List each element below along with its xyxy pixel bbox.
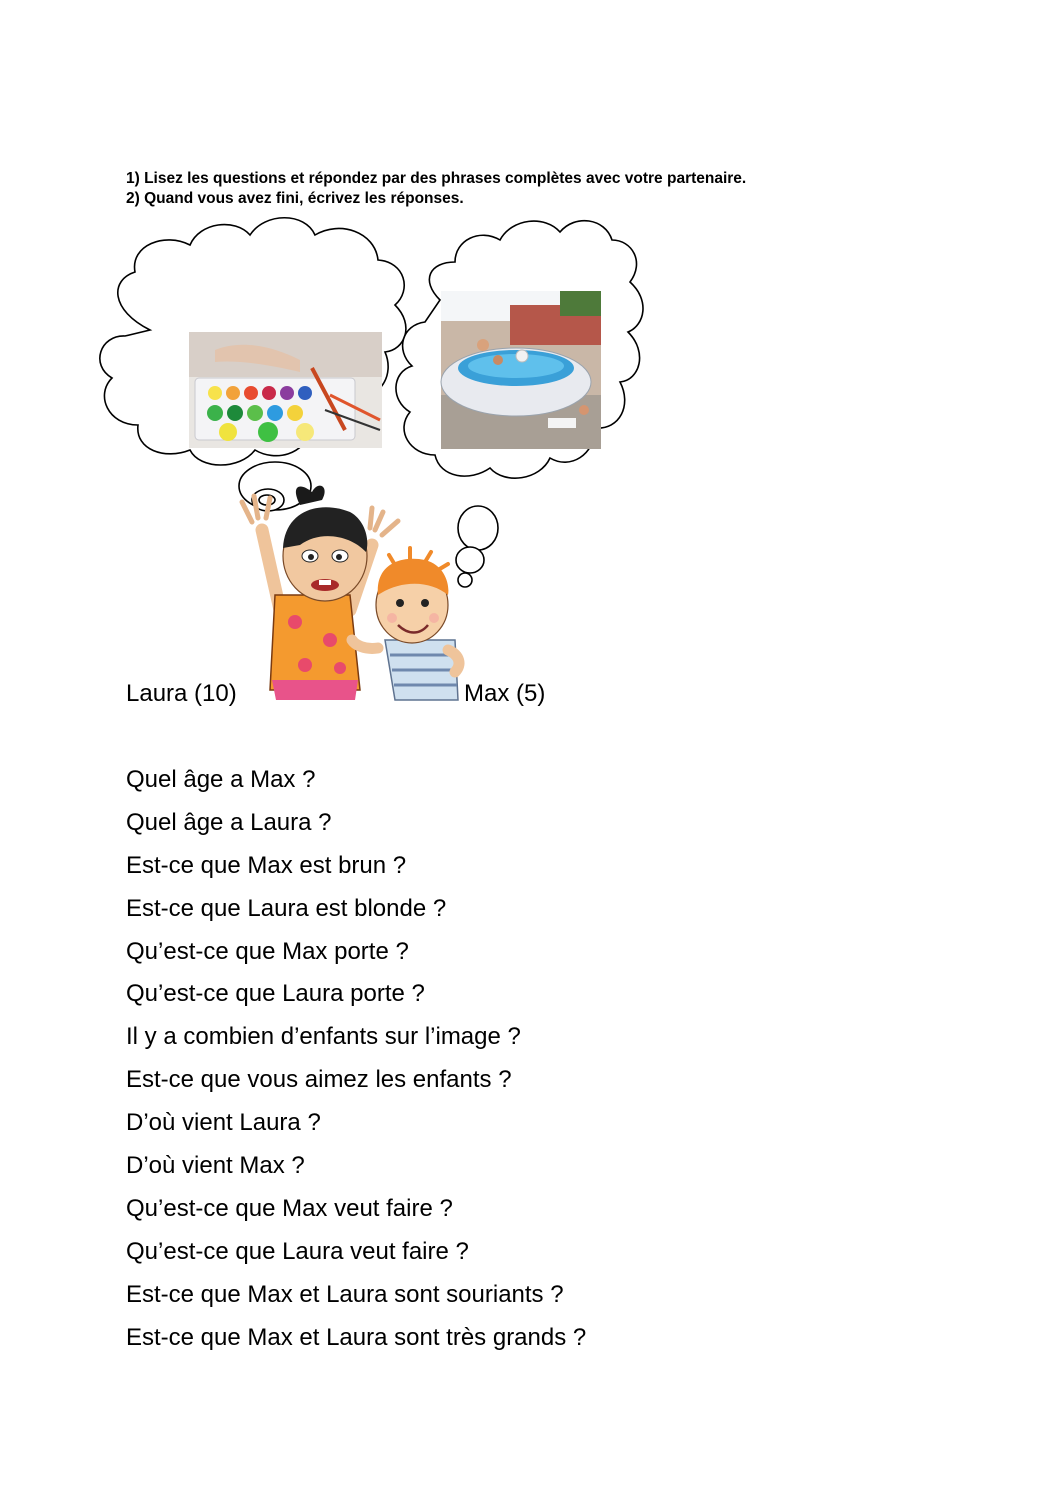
question: Il y a combien d’enfants sur l’image ? — [126, 1023, 521, 1051]
laura-label: Laura (10) — [126, 680, 237, 707]
question: D’où vient Laura ? — [126, 1109, 321, 1137]
question: Est-ce que Max et Laura sont très grands ? — [126, 1323, 587, 1351]
instruction-line-1: 1) Lisez les questions et répondez par des phrases complètes avec votre partenaire. — [126, 170, 747, 187]
max-label: Max (5) — [464, 680, 546, 707]
question: Qu’est-ce que Laura porte ? — [126, 980, 425, 1008]
laura-cartoon — [242, 486, 398, 700]
question: Est-ce que vous aimez les enfants ? — [126, 1066, 512, 1094]
question: Quel âge a Max ? — [126, 766, 316, 793]
max-thought-bubbles — [456, 506, 498, 587]
watercolor-palette-photo — [189, 332, 382, 448]
question: Qu’est-ce que Max veut faire ? — [126, 1194, 453, 1222]
question: D’où vient Max ? — [126, 1152, 305, 1180]
question-list — [126, 764, 586, 1364]
question: Quel âge a Laura ? — [126, 808, 332, 836]
question: Est-ce que Laura est blonde ? — [126, 894, 447, 922]
question: Est-ce que Max est brun ? — [126, 851, 407, 879]
question: Qu’est-ce que Max porte ? — [126, 937, 409, 965]
question: Est-ce que Max et Laura sont souriants ? — [126, 1280, 564, 1308]
question: Qu’est-ce que Laura veut faire ? — [126, 1237, 469, 1265]
swimming-pool-photo — [441, 291, 601, 449]
instruction-line-2: 2) Quand vous avez fini, écrivez les réponses. — [126, 190, 464, 207]
